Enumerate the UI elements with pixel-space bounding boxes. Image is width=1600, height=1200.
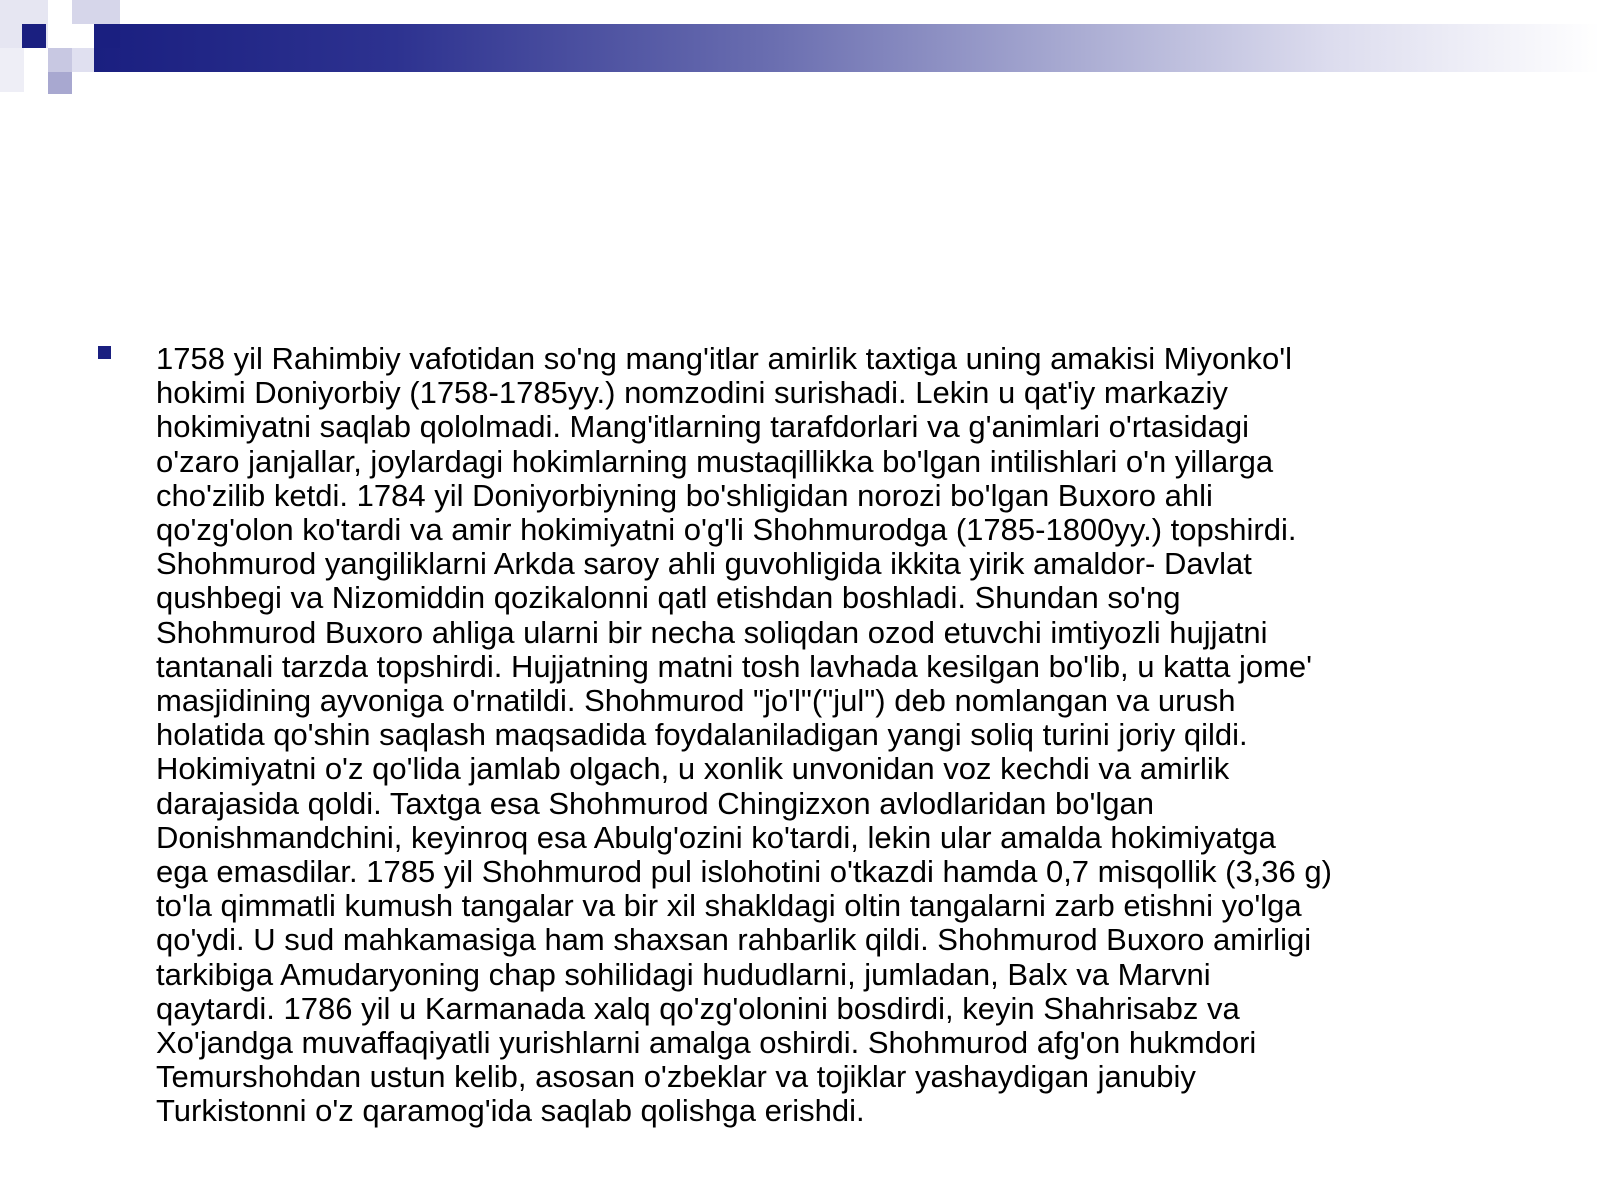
square-bullet-icon bbox=[98, 346, 111, 359]
decorative-square-dark bbox=[94, 24, 120, 48]
decorative-square bbox=[48, 48, 72, 72]
header-gradient-band bbox=[94, 24, 1600, 72]
decorative-square bbox=[0, 48, 24, 92]
decorative-square bbox=[72, 48, 94, 72]
decorative-square bbox=[72, 0, 120, 24]
decorative-square-dark bbox=[22, 24, 46, 48]
slide-paragraph: 1758 yil Rahimbiy vafotidan so'ng mang'itlar amirlik taxtiga uning amakisi Miyonko'l hokimi Doniyorbiy (1758-1785yy.) nomzodini surishadi. Lekin u qat'iy markaziy hokimiyatni saqlab qololmadi. Mang'itlarning tarafdorlari va g'animlari o'rtasidagi o'zaro janjallar, joylardagi hokimlarning mustaqillikka bo'lgan intilishlari o'n yillarga cho'zilib ketdi. 1784 yil Doniyorbiyning bo'shligidan norozi bo'lgan Buxoro ahli qo'zg'olon ko'tardi va amir hokimiyatni o'g'li Shohmurodga (1785-1800yy.) topshirdi. Shohmurod yangiliklarni Arkda saroy ahli guvohligida ikkita yirik amaldor- Davlat qushbegi va Nizomiddin qozikalonni qatl etishdan boshladi. Shundan so'ng Shohmurod Buxoro ahliga ularni bir necha soliqdan ozod etuvchi imtiyozli hujjatni tantanali tarzda topshirdi. Hujjatning matni tosh lavhada kesilgan bo'lib, u katta jome' masjidining ayvoniga o'rnatildi. Shohmurod "jo'l"("jul") deb nomlangan va urush holatida qo'shin saqlash maqsadida foydalaniladigan yangi soliq turini joriy qildi. Hokimiyatni o'z qo'lida jamlab olgach, u xonlik unvonidan voz kechdi va amirlik darajasida qoldi. Taxtga esa Shohmurod Chingizxon avlodlaridan bo'lgan Donishmandchini, keyinroq esa Abulg'ozini ko'tardi, lekin ular amalda hokimiyatga ega emasdilar. 1785 yil Shohmurod pul islohotini o'tkazdi hamda 0,7 misqollik (3,36 g) to'la qimmatli kumush tangalar va bir xil shakldagi oltin tangalarni zarb etishni yo'lga qo'ydi. U sud mahkamasiga ham shaxsan rahbarlik qildi. Shohmurod Buxoro amirligi tarkibiga Amudaryoning chap sohilidagi hududlarni, jumladan, Balx va Marvni qaytardi. 1786 yil u Karmanada xalq qo'zg'olonini bosdirdi, keyin Shahrisabz va Xo'jandga muvaffaqiyatli yurishlarni amalga oshirdi. Shohmurod afg'on hukmdori Temurshohdan ustun kelib, asosan o'zbeklar va tojiklar yashaydigan janubiy Turkistonni o'z qaramog'ida saqlab qolishga erishdi. bbox=[156, 341, 1332, 1129]
decorative-square bbox=[48, 72, 72, 94]
